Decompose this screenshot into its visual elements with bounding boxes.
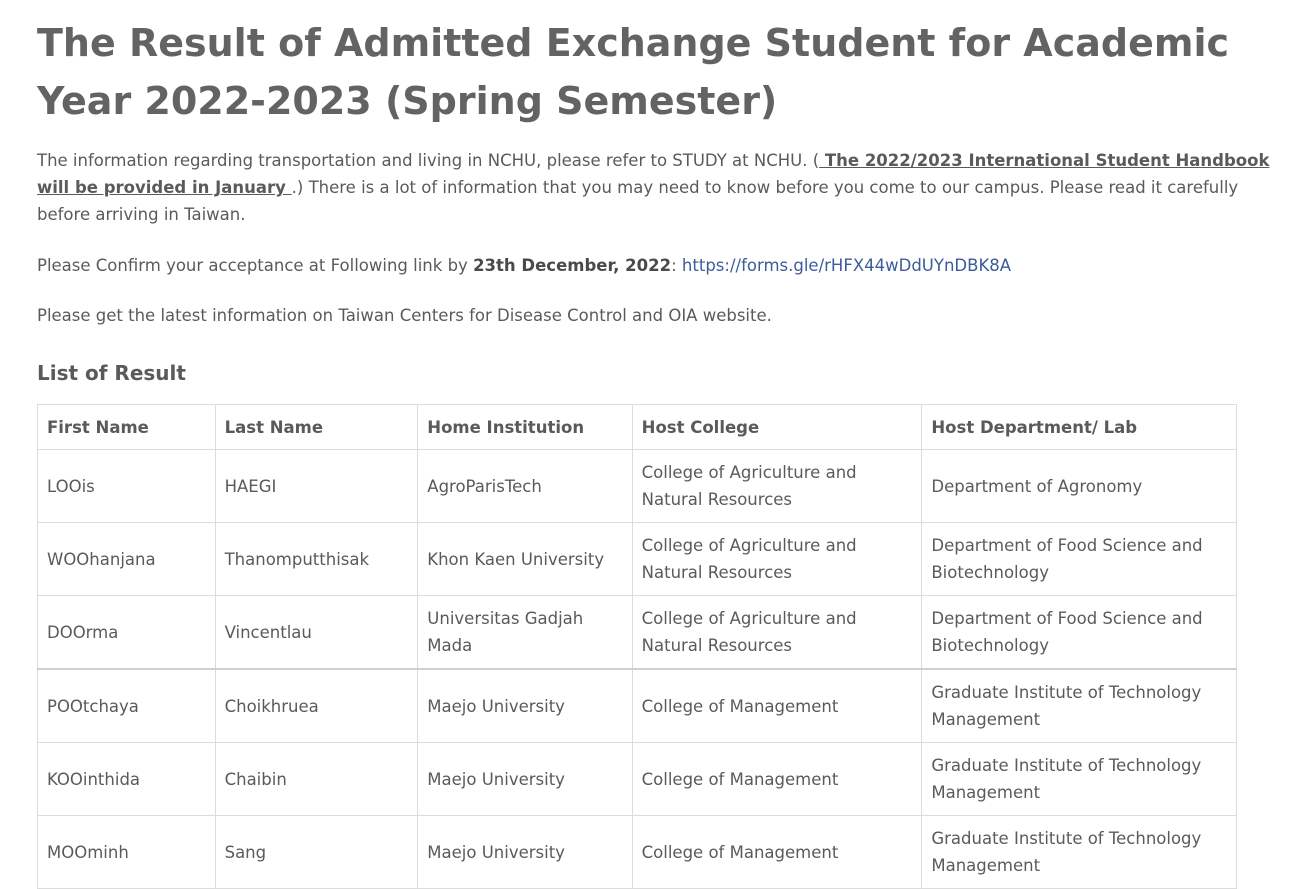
cell-home-institution: Universitas Gadjah Mada — [418, 596, 632, 670]
cell-last-name: Chaibin — [215, 743, 418, 816]
cell-first-name: DOOrma — [38, 596, 216, 670]
cell-host-college: College of Agriculture and Natural Resources — [632, 596, 922, 670]
cell-host-college: College of Management — [632, 816, 922, 889]
cell-host-department: Graduate Institute of Technology Management — [922, 743, 1237, 816]
table-header-row — [38, 405, 1237, 450]
column-header-host-department: Host Department/ Lab — [922, 405, 1237, 450]
column-header-host-college: Host College — [632, 405, 922, 450]
cell-host-college: College of Management — [632, 669, 922, 743]
cell-host-college: College of Management — [632, 743, 922, 816]
table-row — [38, 523, 1237, 596]
column-header-first-name: First Name — [38, 405, 216, 450]
cell-last-name: Thanomputthisak — [215, 523, 418, 596]
list-heading: List of Result — [37, 361, 186, 385]
cell-home-institution: Maejo University — [418, 816, 632, 889]
table-row — [38, 816, 1237, 889]
confirm-paragraph — [37, 252, 1293, 279]
column-header-last-name: Last Name — [215, 405, 418, 450]
cell-home-institution: Khon Kaen University — [418, 523, 632, 596]
cell-host-college: College of Agriculture and Natural Resources — [632, 523, 922, 596]
result-table — [37, 404, 1237, 889]
table-row — [38, 669, 1237, 743]
cell-last-name: Sang — [215, 816, 418, 889]
cell-host-department: Graduate Institute of Technology Management — [922, 669, 1237, 743]
table-row — [38, 743, 1237, 816]
cell-first-name: LOOis — [38, 450, 216, 523]
column-header-home-institution: Home Institution — [418, 405, 632, 450]
confirm-text: Please Confirm your acceptance at Following link by — [37, 256, 474, 275]
confirm-form-link[interactable]: https://forms.gle/rHFX44wDdUYnDBK8A — [681, 256, 1012, 275]
cell-home-institution: Maejo University — [418, 669, 632, 743]
intro-text-after: .) There is a lot of information that you may need to know before you come to our campus. Please read it carefully before arriving in Taiwan. — [37, 178, 1239, 224]
cell-first-name: KOOinthida — [38, 743, 216, 816]
cell-last-name: Choikhruea — [215, 669, 418, 743]
cell-first-name: WOOhanjana — [38, 523, 216, 596]
cell-home-institution: Maejo University — [418, 743, 632, 816]
cell-host-department: Department of Agronomy — [922, 450, 1237, 523]
table-row — [38, 596, 1237, 670]
page-content — [37, 0, 1293, 889]
cell-last-name: HAEGI — [215, 450, 418, 523]
confirm-colon: : — [671, 256, 682, 275]
cell-first-name: POOtchaya — [38, 669, 216, 743]
confirm-deadline: 23th December, 2022 — [473, 256, 672, 275]
cell-first-name: MOOminh — [38, 816, 216, 889]
intro-paragraph — [37, 147, 1293, 228]
table-row — [38, 450, 1237, 523]
page-title: The Result of Admitted Exchange Student for Academic Year 2022-2023 (Spring Semester) — [37, 21, 1229, 123]
cell-host-college: College of Agriculture and Natural Resources — [632, 450, 922, 523]
cell-host-department: Department of Food Science and Biotechnology — [922, 596, 1237, 670]
handbook-link[interactable]: The 2022/2023 International Student Handbook will be provided in January — [37, 151, 1270, 197]
intro-text-before: The information regarding transportation and living in NCHU, please refer to STUDY at NCHU. ( — [37, 151, 820, 170]
latest-info-paragraph: Please get the latest information on Taiwan Centers for Disease Control and OIA website. — [37, 306, 772, 325]
cell-host-department: Department of Food Science and Biotechnology — [922, 523, 1237, 596]
cell-host-department: Graduate Institute of Technology Management — [922, 816, 1237, 889]
cell-last-name: Vincentlau — [215, 596, 418, 670]
cell-home-institution: AgroParisTech — [418, 450, 632, 523]
